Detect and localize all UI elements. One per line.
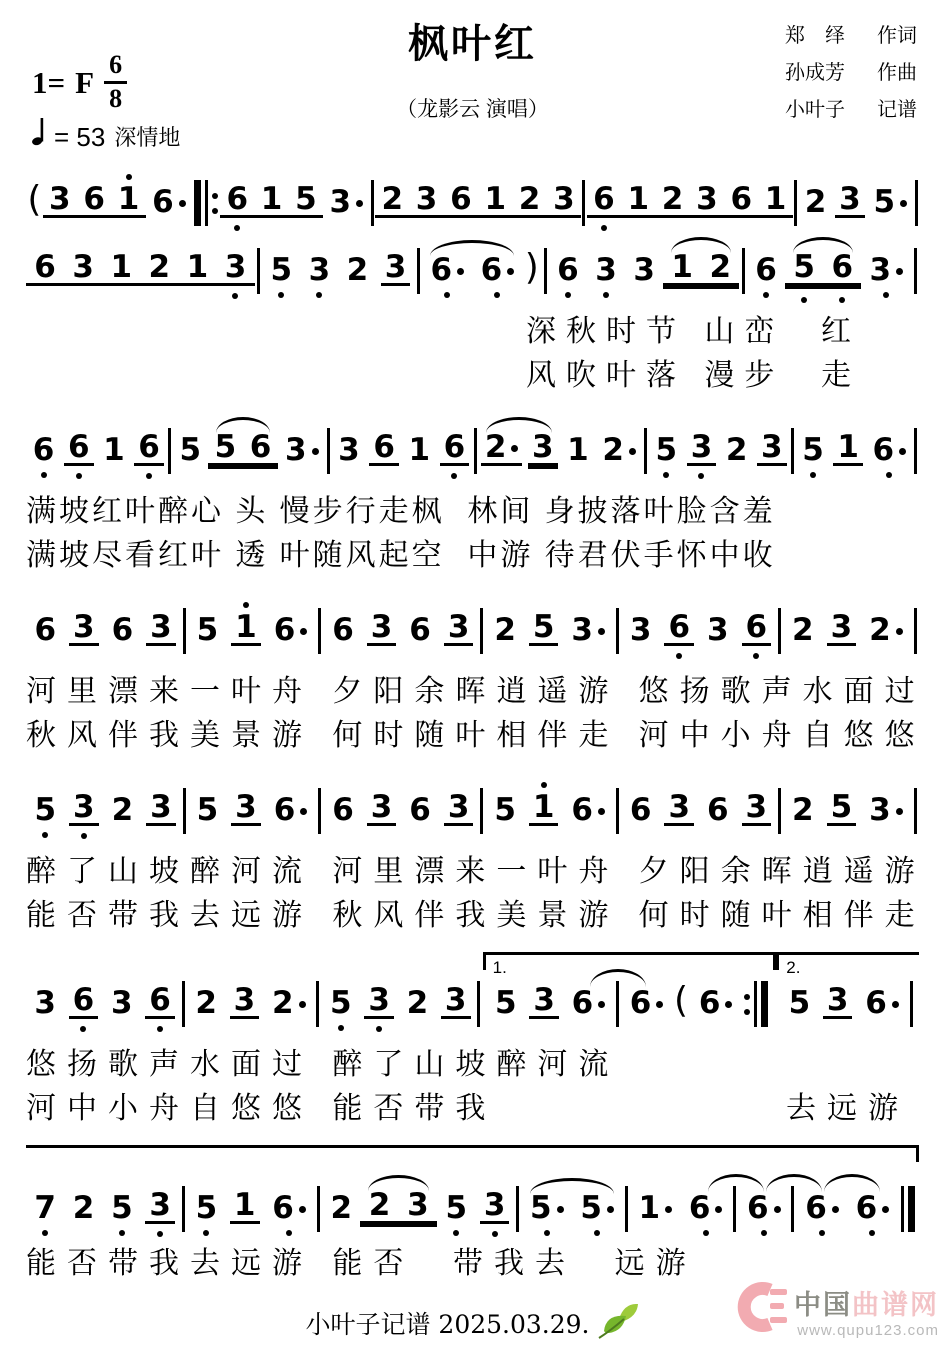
lyrics-segment: 去远游 (786, 1092, 909, 1125)
barline (616, 608, 619, 654)
site-watermark (734, 1281, 939, 1338)
note: 6 (685, 1193, 727, 1224)
lyrics-line (26, 1087, 919, 1131)
note: 3 (591, 255, 621, 286)
note: 5 (652, 435, 682, 466)
note: 3 (757, 432, 787, 466)
notation-line (26, 592, 919, 646)
note: 1 (231, 612, 261, 646)
notation-line (26, 772, 919, 826)
slur-arc-group (785, 235, 861, 286)
barline (474, 428, 477, 474)
note: 3 (364, 985, 394, 1019)
note: 6 (83, 181, 105, 217)
note: 2 (804, 184, 827, 220)
note: 5 (495, 985, 517, 1021)
tempo-marking (32, 114, 180, 152)
barline (582, 180, 585, 226)
barline (480, 788, 483, 834)
barline (616, 788, 619, 834)
note: 5 (107, 1193, 137, 1224)
expression-text: 深情地 (114, 126, 181, 152)
note: 6 (148, 187, 190, 218)
barline (644, 428, 647, 474)
beam-group (690, 181, 793, 218)
note: 5 (869, 187, 911, 218)
lyrics-line: 醉了山坡醉河流 河里漂来一叶舟 夕阳余晖逍遥游 (26, 855, 926, 888)
note: 1 (260, 181, 283, 217)
note: 7 (30, 1193, 60, 1224)
note: 2 (368, 1187, 391, 1223)
lyrics-segment: 河中小舟自悠悠 能否带我 (26, 1092, 497, 1125)
note: 3 (146, 612, 176, 646)
note: 5 (266, 255, 296, 286)
qupu-logo-icon (734, 1281, 790, 1338)
note: 1 (627, 181, 650, 217)
note: 1 (103, 432, 125, 468)
repeat-start-barline (194, 180, 218, 226)
credit-transcriber (773, 92, 917, 129)
key-prefix: 1= (32, 64, 66, 100)
note: 2 (148, 249, 171, 285)
note: 6 (743, 1193, 785, 1224)
note: 5 (295, 181, 317, 217)
note: 3 (281, 435, 323, 466)
note: 3 (221, 252, 251, 283)
note: 3 (441, 985, 471, 1019)
note: 5 (827, 792, 857, 826)
barline (742, 248, 745, 294)
beam-group (478, 181, 581, 218)
note: 6 (268, 1193, 310, 1224)
beam-group (140, 249, 254, 286)
note: 3 (835, 184, 865, 218)
note: 1 (186, 249, 209, 285)
note: 3 (407, 1187, 429, 1223)
lyrics-line: 深秋时节 山峦 红 (526, 315, 862, 348)
note: 3 (742, 792, 772, 826)
barline (257, 248, 260, 294)
note: 3 (367, 792, 397, 826)
note: 5 (789, 252, 819, 283)
barline (778, 788, 781, 834)
barline (168, 428, 171, 474)
volta-label: 2. (786, 958, 801, 977)
tie-arc (824, 1174, 880, 1192)
barline (914, 428, 917, 474)
note: 3 (553, 181, 575, 217)
lyrics-line: 能否带我去远游 能否 带我去 远游 (26, 1247, 697, 1280)
note: 3 (529, 985, 559, 1019)
note: 2 (598, 435, 640, 466)
barline (915, 180, 918, 226)
watermark-text (794, 1292, 939, 1338)
barline (182, 981, 185, 1027)
note: 6 (730, 181, 753, 217)
note: 5 (326, 988, 356, 1019)
note: 6 (751, 255, 781, 286)
credit-composer (773, 55, 917, 92)
barline (544, 248, 547, 294)
key-tonic: F (75, 64, 95, 100)
note: 3 (231, 792, 261, 826)
note: 6 (270, 615, 312, 646)
note: 6 (64, 432, 94, 466)
notation-area (26, 164, 926, 1286)
barline (318, 608, 321, 654)
beam-group (26, 249, 140, 286)
note: 3 (49, 181, 71, 217)
note: 5 (196, 612, 219, 648)
note: 2 (111, 792, 134, 828)
note: 2 (481, 432, 523, 466)
note: 2 (195, 985, 217, 1021)
note: 2 (725, 432, 748, 468)
barline (182, 1186, 185, 1232)
note: 6 (34, 612, 57, 648)
barline (371, 180, 374, 226)
slur-arc-group (663, 235, 739, 286)
note: 1 (671, 249, 693, 285)
note: 6 (145, 985, 175, 1019)
note: 5 (441, 1193, 471, 1224)
barline (316, 981, 319, 1027)
note: 3 (146, 792, 176, 826)
note: 6 (34, 249, 56, 285)
barline (327, 428, 330, 474)
note: 1 (567, 432, 589, 468)
note: 3 (415, 181, 438, 217)
barline (794, 180, 797, 226)
volta-label: 1. (492, 958, 507, 977)
lyrics-line: 悠扬歌声水面过 醉了山坡醉河流 (26, 1048, 620, 1081)
volta-bracket (776, 952, 919, 1019)
note: 2 (661, 181, 684, 217)
barline (516, 1186, 519, 1232)
note: 6 (567, 795, 609, 826)
key-signature (32, 52, 127, 112)
barline (183, 608, 186, 654)
credit-name: 郑 绎 (785, 25, 845, 47)
note: 6 (629, 792, 652, 828)
note: 6 (626, 988, 668, 1019)
note: 6 (440, 432, 470, 466)
note: 3 (629, 612, 652, 648)
beam-group (360, 1187, 437, 1224)
final-barline (901, 1186, 915, 1232)
beam-group (663, 249, 739, 286)
score-line (26, 232, 919, 398)
beam-group (220, 181, 323, 218)
note: 3 (110, 985, 133, 1021)
note: 6 (409, 792, 431, 828)
note: 3 (69, 612, 99, 646)
beam-group (587, 181, 690, 218)
site-url: www.qupu123.com (797, 1322, 939, 1339)
lyrics-line: 河里漂来一叶舟 夕阳余晖逍遥游 悠扬歌声水面过 (26, 675, 926, 708)
notation-line (26, 1145, 919, 1224)
score-line (26, 772, 926, 938)
note: 5 (179, 432, 202, 468)
barline (616, 981, 619, 1027)
note: 2 (406, 985, 429, 1021)
barline (791, 428, 794, 474)
note: 2 (330, 1190, 353, 1226)
note: 5 (196, 792, 219, 828)
lyrics-line: 秋风伴我美景游 何时随叶相伴走 河中小舟自悠悠 (26, 719, 926, 752)
tie-arc (590, 969, 646, 987)
tie-arc (708, 1174, 764, 1192)
barline (625, 1186, 628, 1232)
note: 6 (706, 792, 729, 828)
note: 3 (827, 612, 857, 646)
score-line (26, 592, 926, 758)
note: 6 (369, 432, 399, 466)
note: 6 (111, 612, 134, 648)
note: 5 (788, 985, 811, 1021)
notation-line (26, 232, 919, 286)
note: 3 (865, 795, 907, 826)
barline (480, 608, 483, 654)
note: 3 (34, 985, 56, 1021)
note: 3 (696, 181, 718, 217)
note: 5 (576, 1193, 618, 1224)
note: 3 (823, 985, 853, 1019)
note: 3 (444, 792, 474, 826)
note: 3 (528, 432, 558, 466)
tie-arc (766, 1174, 822, 1192)
note: 5 (30, 795, 60, 826)
barline (417, 248, 420, 294)
lyrics-line: 满坡尽看红叶 透 叶随风起空 中游 待君伏手怀中收 (26, 539, 776, 572)
lyrics-line: 满坡红叶醉心 头 慢步行走枫 林间 身披落叶脸含羞 (26, 495, 776, 528)
barline (914, 788, 917, 834)
note: 2 (518, 181, 541, 217)
note: 1 (484, 181, 507, 217)
note: 6 (222, 184, 252, 215)
lyrics-line: 能否带我去远游 秋风伴我美景游 何时随叶相伴走 (26, 899, 926, 932)
note: 3 (72, 249, 94, 285)
barline (791, 1186, 794, 1232)
credit-name: 孙成芳 (785, 62, 845, 84)
note: 3 (305, 255, 335, 286)
transcription-note: 小叶子记谱 2025.03.29. (305, 1310, 590, 1339)
lyrics-line: 风吹叶落 漫步 走 (526, 359, 862, 392)
slur-arc-group (422, 238, 522, 286)
credit-role: 记谱 (877, 99, 917, 121)
note: 5 (494, 792, 516, 828)
performer-subtitle: （龙影云 演唱） (396, 98, 549, 121)
note: 5 (526, 1193, 568, 1224)
score-line (26, 952, 919, 1131)
beam-group (785, 249, 861, 286)
note: 6 (742, 612, 772, 646)
score-line (26, 1145, 919, 1286)
note: 6 (29, 435, 59, 466)
slur-arc-group (360, 1173, 437, 1224)
note: 6 (553, 255, 583, 286)
note: 6 (861, 988, 903, 1019)
note: 1 (635, 1193, 677, 1224)
note: 6 (270, 795, 312, 826)
notation-line (26, 412, 919, 466)
credit-name: 小叶子 (785, 99, 845, 121)
note: 1 (230, 1190, 260, 1224)
note: 5 (214, 429, 237, 465)
note: 1 (833, 432, 863, 466)
note: 2 (381, 181, 404, 217)
note: 6 (477, 255, 519, 286)
barline (910, 981, 913, 1027)
note: 2 (865, 615, 907, 646)
close-paren: ) (524, 247, 539, 288)
note: 6 (801, 1193, 843, 1224)
note: 1 (114, 184, 144, 215)
note: 1 (529, 792, 559, 826)
note: 2 (494, 612, 516, 648)
barline (477, 981, 480, 1027)
note: 3 (687, 432, 717, 466)
score-line (26, 164, 919, 218)
volta-continuation-line (26, 1145, 919, 1224)
meter-numerator: 6 (104, 52, 127, 84)
beam-group (208, 429, 278, 466)
note: 6 (589, 184, 619, 215)
notation-line (26, 952, 919, 1019)
repeat-end-barline (744, 981, 768, 1027)
credit-lyricist (773, 18, 917, 55)
note: 6 (695, 988, 737, 1019)
note: 3 (567, 615, 609, 646)
note: 5 (192, 1193, 222, 1224)
barline (914, 608, 917, 654)
note: 3 (633, 252, 655, 288)
note: 6 (664, 612, 694, 646)
note: 3 (664, 792, 694, 826)
note: 3 (444, 612, 474, 646)
note: 2 (792, 792, 814, 828)
barline (733, 1186, 736, 1232)
note: 1 (110, 249, 133, 285)
site-name-primary: 中国 (794, 1290, 852, 1320)
credits (773, 18, 917, 129)
note: 5 (529, 612, 559, 646)
slur-arc-group (522, 1176, 623, 1224)
note: 6 (869, 435, 911, 466)
note: 6 (134, 432, 164, 466)
barline (183, 788, 186, 834)
leaf-icon (594, 1300, 640, 1346)
note: 6 (249, 429, 272, 465)
credit-role: 作曲 (877, 62, 917, 84)
time-signature (104, 52, 127, 112)
site-name (794, 1292, 939, 1319)
note: 6 (852, 1193, 894, 1224)
tempo-value: = 53 (54, 122, 106, 152)
credit-role: 作词 (877, 25, 917, 47)
note: 3 (145, 1190, 175, 1224)
note: 2 (709, 249, 732, 285)
note: 6 (409, 612, 431, 648)
note: 5 (798, 435, 828, 466)
note: 3 (338, 432, 360, 468)
open-paren: ( (674, 980, 689, 1021)
note: 1 (764, 181, 787, 217)
note: 3 (480, 1190, 510, 1224)
note: 6 (427, 255, 469, 286)
barline (318, 788, 321, 834)
note: 3 (866, 255, 908, 286)
note: 3 (381, 252, 411, 286)
song-title: 枫叶红 (408, 22, 537, 66)
barline (778, 608, 781, 654)
note: 2 (792, 612, 814, 648)
barline (914, 248, 917, 294)
note: 2 (72, 1190, 95, 1226)
note: 2 (346, 252, 369, 288)
quarter-note-icon (32, 114, 47, 152)
beam-group (375, 181, 478, 218)
note: 6 (450, 181, 472, 217)
meter-denominator: 8 (109, 84, 123, 113)
score-line (26, 412, 919, 578)
score-header (26, 12, 919, 164)
slur-arc-group (478, 415, 560, 466)
volta-bracket (483, 952, 777, 1019)
note: 6 (332, 612, 354, 648)
barline (317, 1186, 320, 1232)
note: 6 (827, 252, 857, 283)
note: 3 (706, 612, 729, 648)
notation-line (26, 164, 919, 218)
open-paren: ( (27, 179, 42, 220)
note: 3 (367, 612, 397, 646)
note: 3 (325, 187, 367, 218)
note: 6 (568, 988, 610, 1019)
note: 3 (230, 985, 260, 1019)
note: 1 (408, 432, 431, 468)
note: 6 (69, 985, 99, 1019)
site-name-secondary: 曲谱网 (852, 1290, 939, 1320)
note: 3 (69, 792, 99, 826)
slur-arc-group (208, 415, 278, 466)
beam-group (43, 181, 146, 218)
note: 2 (268, 988, 310, 1019)
note: 6 (332, 792, 354, 828)
